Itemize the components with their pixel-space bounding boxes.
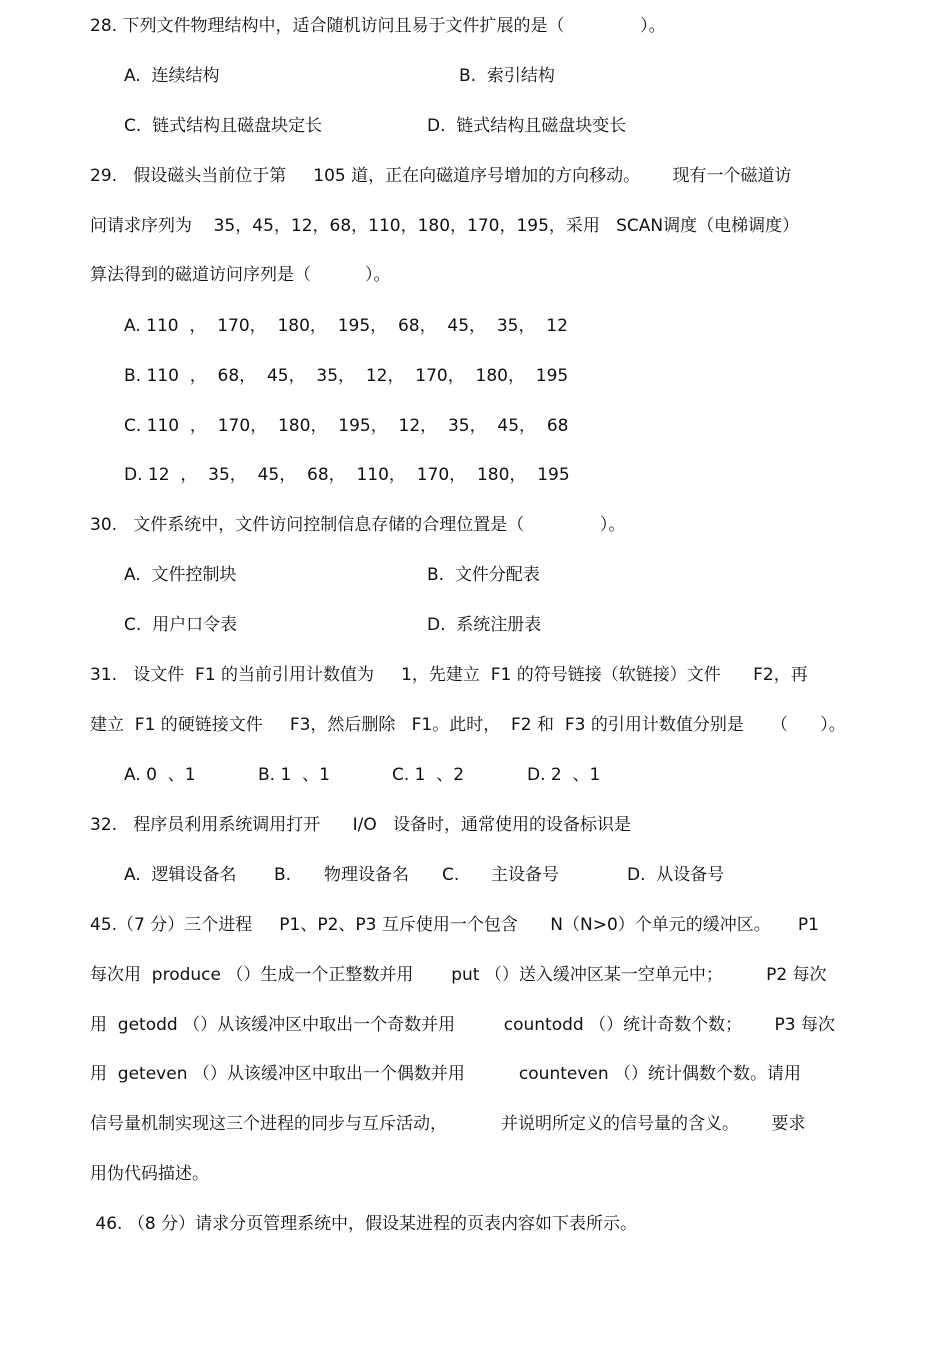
question-29-option-b: B. 110 ， 68， 45， 35， 12， 170， 180， 195 <box>124 366 569 386</box>
question-28-stem: 28. 下列文件物理结构中，适合随机访问且易于文件扩展的是（ ）。 <box>90 16 666 36</box>
question-32-option-b-letter: B. <box>274 865 292 885</box>
question-31-option-b: B. 1 、1 <box>258 765 330 785</box>
question-32-option-a: A. 逻辑设备名 <box>124 865 237 885</box>
question-32-option-d: D. 从设备号 <box>627 865 725 885</box>
question-31-stem-line-1: 31. 设文件 F1 的当前引用计数值为 1，先建立 F1 的符号链接（软链接）文件 F2，再 <box>90 665 808 685</box>
question-28-option-c: C. 链式结构且磁盘块定长 <box>124 116 323 136</box>
question-31-option-c: C. 1 、2 <box>392 765 465 785</box>
question-28-option-d: D. 链式结构且磁盘块变长 <box>427 116 627 136</box>
question-45-line-4: 用 geteven （）从该缓冲区中取出一个偶数并用 counteven （）统计偶数个数。请用 <box>90 1064 802 1084</box>
question-28-option-a: A. 连续结构 <box>124 66 220 86</box>
question-28-option-b: B. 索引结构 <box>459 66 555 86</box>
question-31-option-d: D. 2 、1 <box>527 765 601 785</box>
question-30-option-c: C. 用户口令表 <box>124 615 238 635</box>
question-45-line-6: 用伪代码描述。 <box>90 1164 209 1184</box>
question-31-option-a: A. 0 、1 <box>124 765 196 785</box>
question-45-line-3: 用 getodd （）从该缓冲区中取出一个奇数并用 countodd （）统计奇数个数； P3 每次 <box>90 1015 835 1035</box>
question-30-option-b: B. 文件分配表 <box>427 565 540 585</box>
question-29-stem-line-2: 问请求序列为 35，45，12，68，110，180，170，195，采用 SCAN调度（电梯调度） <box>90 216 800 236</box>
question-29-stem-line-1: 29. 假设磁头当前位于第 105 道，正在向磁道序号增加的方向移动。 现有一个磁道访 <box>90 166 792 186</box>
question-32-option-c-letter: C. <box>442 865 460 885</box>
question-45-line-1: 45.（7 分）三个进程 P1、P2、P3 互斥使用一个包含 N（N>0）个单元的缓冲区。 P1 <box>90 915 819 935</box>
question-45-line-2: 每次用 produce （）生成一个正整数并用 put （）送入缓冲区某一空单元中； P2 每次 <box>90 965 827 985</box>
question-32-stem: 32. 程序员利用系统调用打开 I/O 设备时，通常使用的设备标识是 <box>90 815 632 835</box>
question-46-line-1: 46. （8 分）请求分页管理系统中，假设某进程的页表内容如下表所示。 <box>90 1214 638 1234</box>
question-31-stem-line-2: 建立 F1 的硬链接文件 F3，然后删除 F1。此时， F2 和 F3 的引用计数值分别是 （ ）。 <box>90 715 846 735</box>
question-32-option-b-text: 物理设备名 <box>324 865 409 885</box>
question-32-option-c-text: 主设备号 <box>491 865 559 885</box>
question-30-stem: 30. 文件系统中，文件访问控制信息存储的合理位置是（ ）。 <box>90 515 626 535</box>
question-29-option-c: C. 110 ， 170， 180， 195， 12， 35， 45， 68 <box>124 416 569 436</box>
question-45-line-5: 信号量机制实现这三个进程的同步与互斥活动， 并说明所定义的信号量的含义。 要求 <box>90 1114 806 1134</box>
question-30-option-a: A. 文件控制块 <box>124 565 237 585</box>
question-30-option-d: D. 系统注册表 <box>427 615 542 635</box>
question-29-option-d: D. 12 ， 35， 45， 68， 110， 170， 180， 195 <box>124 465 570 485</box>
question-29-option-a: A. 110 ， 170， 180， 195， 68， 45， 35， 12 <box>124 316 568 336</box>
question-29-stem-line-3: 算法得到的磁道访问序列是（ ）。 <box>90 265 391 285</box>
